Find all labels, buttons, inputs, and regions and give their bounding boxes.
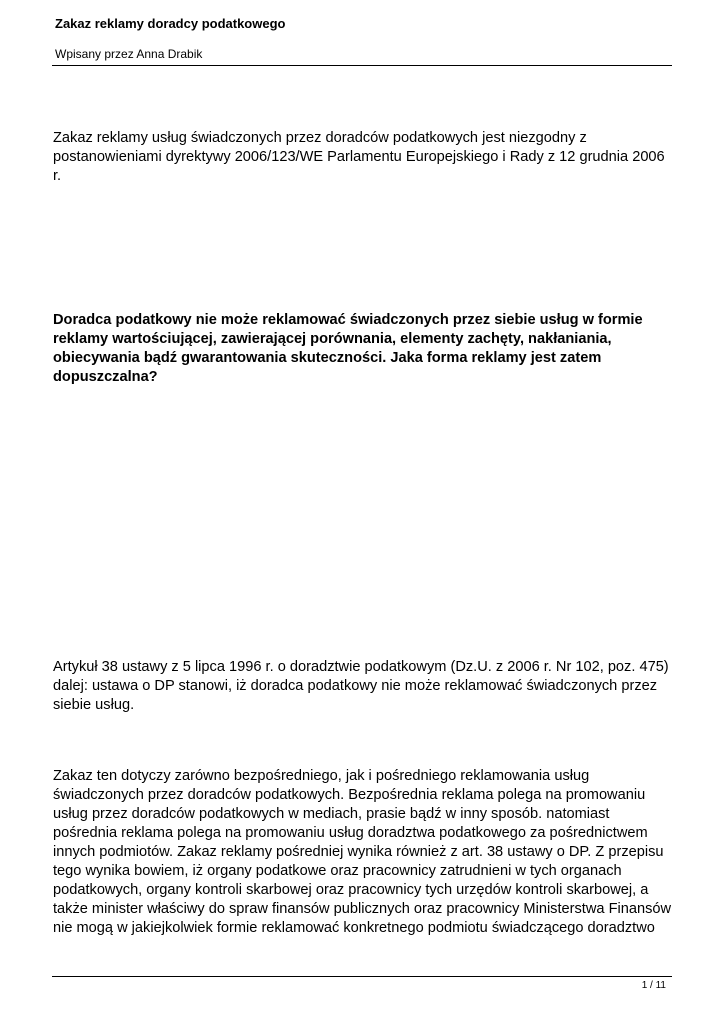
paragraph-article-38: Artykuł 38 ustawy z 5 lipca 1996 r. o doradztwie podatkowym (Dz.U. z 2006 r. Nr 102, poz. 475) dalej: ustawa o DP stanowi, iż doradca podatkowy nie może reklamować świadczonych przez siebie usług. xyxy=(53,659,669,713)
paragraph-ban-scope: Zakaz ten dotyczy zarówno bezpośredniego, jak i pośredniego reklamowania usług świadczonych przez doradców podatkowych. Bezpośrednia reklama polega na promowaniu usług przez doradców podatkowych w mediach, prasie bądź w inny sposób. natomiast pośrednia reklama polega na promowaniu usług doradztwa podatkowego za pośrednictwem innych podmiotów. Zakaz reklamy pośredniej wynika również z art. 38 ustawy o DP. Z przepisu tego wynika bowiem, iż organy podatkowe oraz pracownicy zatrudnieni w tych organach podatkowych, organy kontroli skarbowej oraz pracownicy tych urzędów kontroli skarbowej, a także minister właściwy do spraw finansów publicznych oraz pracownicy Ministerstwa Finansów nie mogą w jakiejkolwiek formie reklamować konkretnego podmiotu świadczącego doradztwo xyxy=(53,768,672,936)
paragraph-intro: Zakaz reklamy usług świadczonych przez doradców podatkowych jest niezgodny z postanowieniami dyrektywy 2006/123/WE Parlamentu Europejskiego i Rady z 12 grudnia 2006 r. xyxy=(53,130,665,184)
header-divider xyxy=(52,65,672,66)
footer-divider xyxy=(52,976,672,977)
page-number: 1 / 11 xyxy=(641,980,666,991)
document-title: Zakaz reklamy doradcy podatkowego xyxy=(55,16,286,31)
author-line: Wpisany przez Anna Drabik xyxy=(55,47,203,61)
paragraph-lead-question: Doradca podatkowy nie może reklamować świadczonych przez siebie usług w formie reklamy wartościującej, zawierającej porównania, elementy zachęty, nakłaniania, obiecywania bądź gwarantowania skuteczności. Jaka forma reklamy jest zatem dopuszczalna? xyxy=(53,312,643,385)
